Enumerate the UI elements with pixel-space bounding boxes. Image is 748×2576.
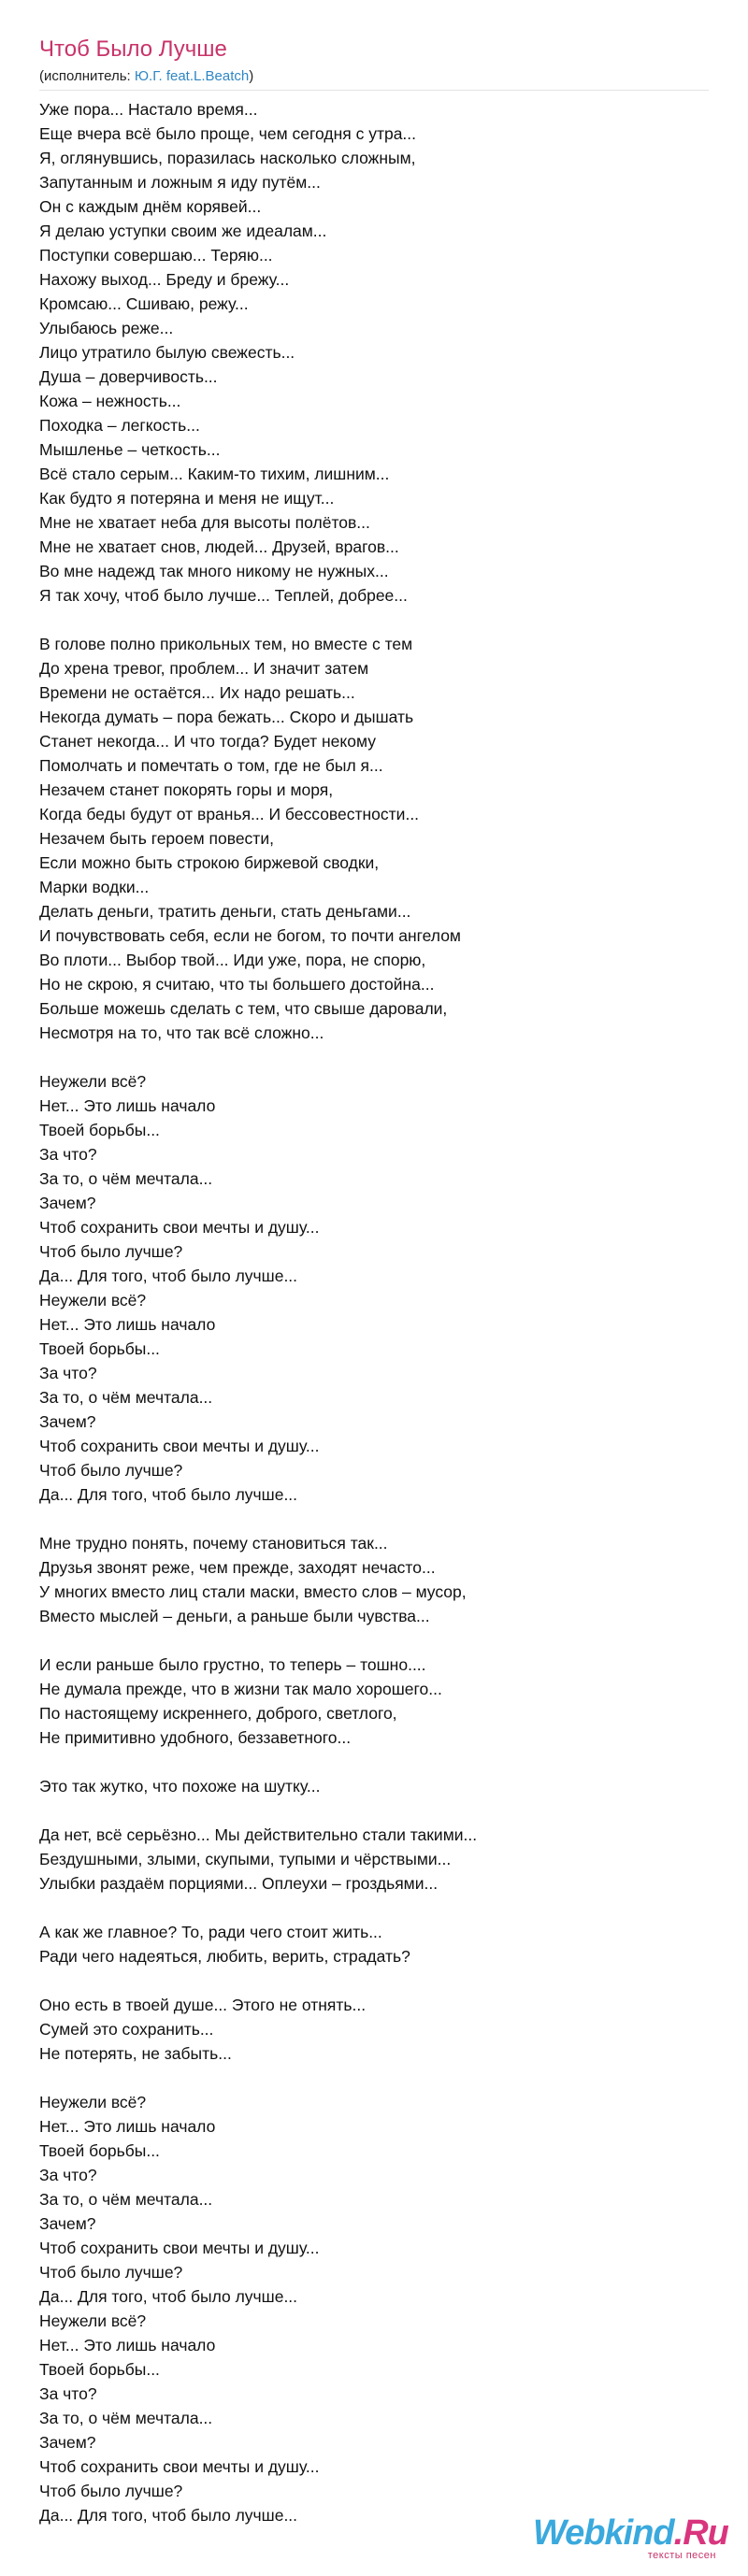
- lyric-line: Да нет, всё серьёзно... Мы действительно стали такими...: [39, 1825, 478, 1844]
- lyric-line: Если можно быть строкою биржевой сводки,: [39, 853, 380, 872]
- lyric-line: Сумей это сохранить...: [39, 2020, 214, 2039]
- lyric-line: В голове полно прикольных тем, но вместе с тем: [39, 635, 413, 653]
- lyric-line: Ради чего надеяться, любить, верить, страдать?: [39, 1947, 410, 1966]
- lyric-line: Нахожу выход... Бреду и брежу...: [39, 270, 290, 289]
- lyric-line: Твоей борьбы...: [39, 1121, 160, 1139]
- lyric-line: Нет... Это лишь начало: [39, 2336, 216, 2354]
- lyric-line: Мне не хватает снов, людей... Друзей, врагов...: [39, 537, 399, 556]
- lyric-line: Еще вчера всё было проще, чем сегодня с утра...: [39, 124, 417, 143]
- lyric-line: Станет некогда... И что тогда? Будет некому: [39, 732, 376, 751]
- lyric-line: Я так хочу, чтоб было лучше... Теплей, добрее...: [39, 586, 408, 605]
- lyric-line: Нет... Это лишь начало: [39, 1315, 216, 1334]
- lyric-line: Незачем быть героем повести,: [39, 829, 274, 848]
- lyric-line: Чтоб сохранить свои мечты и душу...: [39, 2457, 320, 2476]
- lyric-spacer: [39, 1628, 709, 1653]
- lyric-line: Чтоб было лучше?: [39, 2482, 183, 2500]
- lyric-line: Во плоти... Выбор твой... Иди уже, пора, не спорю,: [39, 951, 426, 969]
- lyric-line: Нет... Это лишь начало: [39, 2117, 216, 2136]
- lyric-line: Бездушными, злыми, скупыми, тупыми и чёрствыми...: [39, 1850, 452, 1868]
- lyric-line: Душа – доверчивость...: [39, 367, 218, 386]
- artist-line: [39, 67, 709, 91]
- lyric-line: До хрена тревог, проблем... И значит затем: [39, 659, 369, 678]
- lyric-line: Уже пора... Настало время...: [39, 100, 258, 119]
- lyric-line: За что?: [39, 2166, 97, 2184]
- lyric-line: Делать деньги, тратить деньги, стать деньгами...: [39, 902, 411, 921]
- lyric-line: Неужели всё?: [39, 2093, 147, 2111]
- lyric-line: Неужели всё?: [39, 1291, 147, 1309]
- lyric-spacer: [39, 1045, 709, 1069]
- lyric-line: Я делаю уступки своим же идеалам...: [39, 222, 327, 240]
- lyric-line: Зачем?: [39, 1194, 96, 1212]
- lyric-line: Во мне надежд так много никому не нужных...: [39, 562, 389, 580]
- lyric-line: Твоей борьбы...: [39, 2360, 160, 2379]
- lyric-line: Вместо мыслей – деньги, а раньше были чувства...: [39, 1607, 430, 1625]
- lyric-line: Поступки совершаю... Теряю...: [39, 246, 273, 265]
- lyric-line: Улыбки раздаём порциями... Оплеухи – гроздьями...: [39, 1874, 439, 1893]
- lyric-line: А как же главное? То, ради чего стоит жить...: [39, 1923, 382, 1941]
- artist-prefix: (исполнитель:: [39, 68, 135, 84]
- lyric-line: Помолчать и помечтать о том, где не был я...: [39, 756, 383, 775]
- lyric-line: За что?: [39, 2384, 97, 2403]
- lyric-line: Мышленье – четкость...: [39, 440, 221, 459]
- lyric-line: Походка – легкость...: [39, 416, 200, 435]
- lyric-line: Не думала прежде, что в жизни так мало хорошего...: [39, 1680, 442, 1698]
- logo-part-webkind: Webkind: [533, 2513, 674, 2553]
- artist-link[interactable]: Ю.Г. feat.L.Beatch: [134, 68, 250, 84]
- lyric-line: Чтоб сохранить свои мечты и душу...: [39, 1437, 320, 1455]
- lyric-line: Некогда думать – пора бежать... Скоро и дышать: [39, 708, 414, 726]
- lyric-line: Но не скрою, я считаю, что ты большего достойна...: [39, 975, 435, 994]
- lyric-line: Чтоб было лучше?: [39, 2263, 183, 2282]
- lyric-line: Лицо утратило былую свежесть...: [39, 343, 295, 362]
- lyric-line: За то, о чём мечтала...: [39, 1169, 213, 1188]
- lyric-line: По настоящему искреннего, доброго, светлого,: [39, 1704, 397, 1723]
- lyric-line: Мне не хватает неба для высоты полётов...: [39, 513, 370, 532]
- lyric-line: Он с каждым днём корявей...: [39, 197, 262, 216]
- site-logo[interactable]: [533, 2512, 728, 2570]
- lyric-line: У многих вместо лиц стали маски, вместо слов – мусор,: [39, 1582, 467, 1601]
- lyric-line: Да... Для того, чтоб было лучше...: [39, 2506, 298, 2525]
- lyric-line: Чтоб сохранить свои мечты и душу...: [39, 1218, 320, 1237]
- lyric-line: Как будто я потеряна и меня не ищут...: [39, 489, 335, 508]
- lyric-line: Не потерять, не забыть...: [39, 2044, 232, 2063]
- lyric-line: Это так жутко, что похоже на шутку...: [39, 1777, 321, 1796]
- song-title: Чтоб Было Лучше: [39, 36, 227, 62]
- lyric-line: Улыбаюсь реже...: [39, 319, 174, 337]
- artist-suffix: ): [249, 68, 254, 84]
- lyric-line: За что?: [39, 1364, 97, 1382]
- lyric-line: Я, оглянувшись, поразилась насколько сложным,: [39, 149, 416, 167]
- lyric-line: Запутанным и ложным я иду путём...: [39, 173, 321, 192]
- lyric-spacer: [39, 1896, 709, 1920]
- lyric-spacer: [39, 1750, 709, 1774]
- lyric-spacer: [39, 2066, 709, 2090]
- lyric-line: Чтоб было лучше?: [39, 1461, 183, 1480]
- lyric-line: Мне трудно понять, почему становиться так...: [39, 1534, 388, 1553]
- lyric-line: Неужели всё?: [39, 2311, 147, 2330]
- lyric-line: Неужели всё?: [39, 1072, 147, 1091]
- lyric-line: Да... Для того, чтоб было лучше...: [39, 1485, 298, 1504]
- lyric-line: Кожа – нежность...: [39, 392, 181, 410]
- lyric-line: Чтоб было лучше?: [39, 1242, 183, 1261]
- lyric-line: Кромсаю... Сшиваю, режу...: [39, 294, 249, 313]
- lyric-line: За то, о чём мечтала...: [39, 1388, 213, 1407]
- lyric-line: За то, о чём мечтала...: [39, 2409, 213, 2427]
- lyric-spacer: [39, 608, 709, 632]
- lyric-line: Чтоб сохранить свои мечты и душу...: [39, 2239, 320, 2257]
- lyric-line: И если раньше было грустно, то теперь – тошно....: [39, 1655, 426, 1674]
- lyric-spacer: [39, 1968, 709, 1993]
- lyric-line: Марки водки...: [39, 878, 150, 896]
- lyric-line: Нет... Это лишь начало: [39, 1096, 216, 1115]
- lyric-line: Несмотря на то, что так всё сложно...: [39, 1023, 324, 1042]
- lyric-line: Зачем?: [39, 1412, 96, 1431]
- lyric-spacer: [39, 1507, 709, 1531]
- lyric-line: Когда беды будут от вранья... И бессовестности...: [39, 805, 420, 823]
- lyric-spacer: [39, 1798, 709, 1823]
- lyric-line: Больше можешь сделать с тем, что свыше даровали,: [39, 999, 448, 1018]
- lyric-line: Не примитивно удобного, беззаветного...: [39, 1728, 352, 1747]
- lyric-line: Друзья звонят реже, чем прежде, заходят нечасто...: [39, 1558, 436, 1577]
- lyric-line: Незачем станет покорять горы и моря,: [39, 780, 334, 799]
- lyric-line: Твоей борьбы...: [39, 2141, 160, 2160]
- lyric-line: Зачем?: [39, 2433, 96, 2452]
- lyric-line: За то, о чём мечтала...: [39, 2190, 213, 2209]
- lyric-line: Оно есть в твоей душе... Этого не отнять...: [39, 1996, 367, 2014]
- lyric-line: Всё стало серым... Каким-то тихим, лишним...: [39, 465, 390, 483]
- lyric-line: Зачем?: [39, 2214, 96, 2233]
- lyric-line: Да... Для того, чтоб было лучше...: [39, 1267, 298, 1285]
- lyric-line: Времени не остаётся... Их надо решать...: [39, 683, 355, 702]
- lyric-line: За что?: [39, 1145, 97, 1164]
- logo-tagline: тексты песен: [647, 2550, 716, 2561]
- lyrics-block: [39, 97, 709, 2527]
- lyric-line: Да... Для того, чтоб было лучше...: [39, 2287, 298, 2306]
- lyric-line: Твоей борьбы...: [39, 1339, 160, 1358]
- logo-part-ru: .Ru: [673, 2513, 728, 2553]
- lyric-line: И почувствовать себя, если не богом, то почти ангелом: [39, 926, 461, 945]
- logo-wordmark: [533, 2512, 728, 2554]
